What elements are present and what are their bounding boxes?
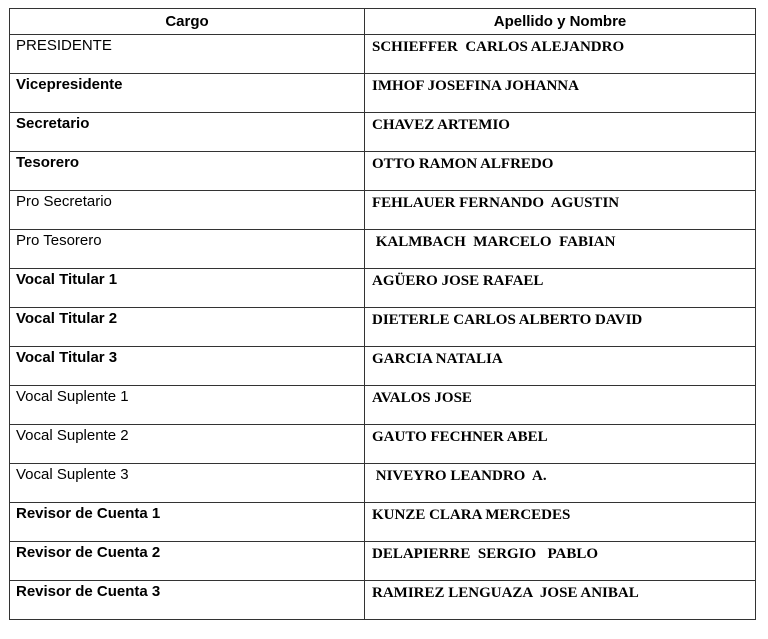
nombre-cell: KUNZE CLARA MERCEDES [365,503,756,542]
nombre-cell: DIETERLE CARLOS ALBERTO DAVID [365,308,756,347]
cargo-cell: Pro Tesorero [10,230,365,269]
table-row [10,191,756,230]
table-row [10,74,756,113]
table-row [10,35,756,74]
cargo-cell: Vocal Titular 1 [10,269,365,308]
cargo-cell: Secretario [10,113,365,152]
cargo-cell: Vocal Suplente 1 [10,386,365,425]
nombre-cell: SCHIEFFER CARLOS ALEJANDRO [365,35,756,74]
cargo-cell: Vocal Suplente 3 [10,464,365,503]
header-apellido-nombre: Apellido y Nombre [365,9,756,35]
nombre-cell: NIVEYRO LEANDRO A. [365,464,756,503]
nombre-cell: RAMIREZ LENGUAZA JOSE ANIBAL [365,581,756,620]
nombre-cell: OTTO RAMON ALFREDO [365,152,756,191]
header-cargo: Cargo [10,9,365,35]
table-row [10,230,756,269]
table-row [10,503,756,542]
nombre-cell: GARCIA NATALIA [365,347,756,386]
table-row [10,581,756,620]
cargo-cell: Vocal Titular 3 [10,347,365,386]
nombre-cell: CHAVEZ ARTEMIO [365,113,756,152]
cargo-cell: Vocal Titular 2 [10,308,365,347]
cargo-cell: Revisor de Cuenta 1 [10,503,365,542]
cargo-cell: Vocal Suplente 2 [10,425,365,464]
nombre-cell: IMHOF JOSEFINA JOHANNA [365,74,756,113]
table-row [10,269,756,308]
nombre-cell: GAUTO FECHNER ABEL [365,425,756,464]
cargo-cell: Revisor de Cuenta 3 [10,581,365,620]
cargo-cell: Pro Secretario [10,191,365,230]
table-row [10,386,756,425]
table-row [10,347,756,386]
cargo-cell: Vicepresidente [10,74,365,113]
table-row [10,152,756,191]
cargo-cell: Revisor de Cuenta 2 [10,542,365,581]
table-row [10,308,756,347]
nombre-cell: FEHLAUER FERNANDO AGUSTIN [365,191,756,230]
authorities-table [9,8,756,620]
table-row [10,113,756,152]
table-row [10,464,756,503]
cargo-cell: PRESIDENTE [10,35,365,74]
nombre-cell: DELAPIERRE SERGIO PABLO [365,542,756,581]
table-header-row [10,9,756,35]
cargo-cell: Tesorero [10,152,365,191]
nombre-cell: KALMBACH MARCELO FABIAN [365,230,756,269]
nombre-cell: AGÜERO JOSE RAFAEL [365,269,756,308]
table-row [10,425,756,464]
nombre-cell: AVALOS JOSE [365,386,756,425]
table-row [10,542,756,581]
